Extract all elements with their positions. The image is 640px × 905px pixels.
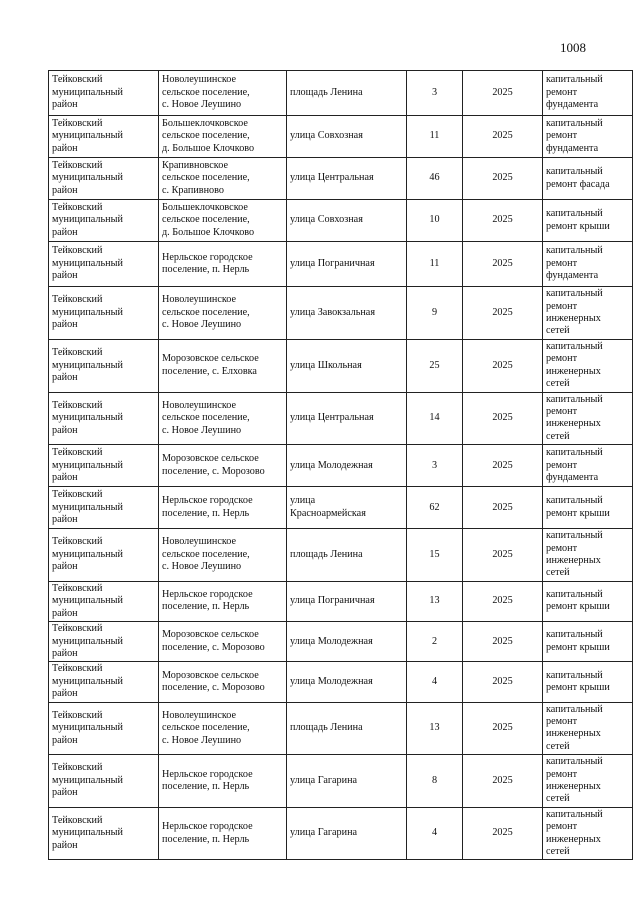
district-cell: Тейковский муниципальный район (49, 116, 159, 158)
settlement-cell: Большеклочковское сельское поселение, д. Большое Клочково (159, 116, 287, 158)
district-cell: Тейковский муниципальный район (49, 487, 159, 529)
work-type-cell: капитальный ремонт инженерных сетей (543, 392, 633, 445)
house-number-cell: 9 (407, 287, 463, 340)
settlement-cell: Новолеушинское сельское поселение, с. Новое Леушино (159, 529, 287, 582)
house-number-cell: 46 (407, 158, 463, 200)
house-number-cell: 8 (407, 755, 463, 808)
work-type-cell: капитальный ремонт инженерных сетей (543, 287, 633, 340)
house-number-cell: 62 (407, 487, 463, 529)
district-cell: Тейковский муниципальный район (49, 807, 159, 860)
year-cell: 2025 (463, 71, 543, 116)
district-cell: Тейковский муниципальный район (49, 755, 159, 808)
work-type-cell: капитальный ремонт крыши (543, 662, 633, 702)
settlement-cell: Новолеушинское сельское поселение, с. Новое Леушино (159, 71, 287, 116)
table-row (49, 662, 633, 702)
work-type-cell: капитальный ремонт фасада (543, 158, 633, 200)
street-cell: улица Совхозная (287, 200, 407, 242)
year-cell: 2025 (463, 529, 543, 582)
work-type-cell: капитальный ремонт инженерных сетей (543, 702, 633, 755)
work-type-cell: капитальный ремонт крыши (543, 200, 633, 242)
district-cell: Тейковский муниципальный район (49, 392, 159, 445)
district-cell: Тейковский муниципальный район (49, 662, 159, 702)
house-number-cell: 15 (407, 529, 463, 582)
settlement-cell: Нерльское городское поселение, п. Нерль (159, 242, 287, 287)
settlement-cell: Новолеушинское сельское поселение, с. Новое Леушино (159, 392, 287, 445)
table-row (49, 529, 633, 582)
table-row (49, 200, 633, 242)
house-number-cell: 14 (407, 392, 463, 445)
table-body (49, 71, 633, 860)
work-type-cell: капитальный ремонт крыши (543, 487, 633, 529)
work-type-cell: капитальный ремонт фундамента (543, 445, 633, 487)
street-cell: улица Молодежная (287, 445, 407, 487)
work-type-cell: капитальный ремонт фундамента (543, 116, 633, 158)
district-cell: Тейковский муниципальный район (49, 242, 159, 287)
street-cell: улица Молодежная (287, 662, 407, 702)
district-cell: Тейковский муниципальный район (49, 71, 159, 116)
year-cell: 2025 (463, 158, 543, 200)
house-number-cell: 13 (407, 581, 463, 621)
settlement-cell: Новолеушинское сельское поселение, с. Новое Леушино (159, 287, 287, 340)
street-cell: улица Центральная (287, 392, 407, 445)
house-number-cell: 11 (407, 116, 463, 158)
house-number-cell: 13 (407, 702, 463, 755)
table-row (49, 622, 633, 662)
settlement-cell: Нерльское городское поселение, п. Нерль (159, 755, 287, 808)
district-cell: Тейковский муниципальный район (49, 445, 159, 487)
work-type-cell: капитальный ремонт фундамента (543, 242, 633, 287)
table-row (49, 755, 633, 808)
year-cell: 2025 (463, 392, 543, 445)
street-cell: улица Совхозная (287, 116, 407, 158)
settlement-cell: Морозовское сельское поселение, с. Морозово (159, 662, 287, 702)
house-number-cell: 3 (407, 445, 463, 487)
street-cell: улица Гагарина (287, 755, 407, 808)
table-row (49, 581, 633, 621)
table-row (49, 287, 633, 340)
street-cell: улица Молодежная (287, 622, 407, 662)
year-cell: 2025 (463, 755, 543, 808)
table-row (49, 702, 633, 755)
year-cell: 2025 (463, 340, 543, 393)
year-cell: 2025 (463, 242, 543, 287)
year-cell: 2025 (463, 487, 543, 529)
table-row (49, 807, 633, 860)
street-cell: улица Школьная (287, 340, 407, 393)
year-cell: 2025 (463, 116, 543, 158)
house-number-cell: 25 (407, 340, 463, 393)
house-number-cell: 3 (407, 71, 463, 116)
table-row (49, 487, 633, 529)
table-row (49, 242, 633, 287)
district-cell: Тейковский муниципальный район (49, 340, 159, 393)
year-cell: 2025 (463, 445, 543, 487)
year-cell: 2025 (463, 622, 543, 662)
street-cell: площадь Ленина (287, 71, 407, 116)
table-row (49, 392, 633, 445)
settlement-cell: Морозовское сельское поселение, с. Елховка (159, 340, 287, 393)
street-cell: площадь Ленина (287, 529, 407, 582)
work-type-cell: капитальный ремонт крыши (543, 622, 633, 662)
house-number-cell: 10 (407, 200, 463, 242)
work-type-cell: капитальный ремонт инженерных сетей (543, 807, 633, 860)
year-cell: 2025 (463, 662, 543, 702)
year-cell: 2025 (463, 287, 543, 340)
street-cell: улица Гагарина (287, 807, 407, 860)
district-cell: Тейковский муниципальный район (49, 200, 159, 242)
work-type-cell: капитальный ремонт инженерных сетей (543, 755, 633, 808)
work-type-cell: капитальный ремонт инженерных сетей (543, 529, 633, 582)
street-cell: улица Пограничная (287, 581, 407, 621)
page-number: 1008 (560, 40, 586, 55)
settlement-cell: Морозовское сельское поселение, с. Морозово (159, 445, 287, 487)
table-row (49, 71, 633, 116)
year-cell: 2025 (463, 200, 543, 242)
district-cell: Тейковский муниципальный район (49, 158, 159, 200)
table-row (49, 340, 633, 393)
year-cell: 2025 (463, 581, 543, 621)
settlement-cell: Новолеушинское сельское поселение, с. Новое Леушино (159, 702, 287, 755)
settlement-cell: Крапивновское сельское поселение, с. Крапивново (159, 158, 287, 200)
street-cell: улица Центральная (287, 158, 407, 200)
district-cell: Тейковский муниципальный район (49, 581, 159, 621)
year-cell: 2025 (463, 702, 543, 755)
table-row (49, 116, 633, 158)
settlement-cell: Нерльское городское поселение, п. Нерль (159, 807, 287, 860)
year-cell: 2025 (463, 807, 543, 860)
table-row (49, 445, 633, 487)
settlement-cell: Нерльское городское поселение, п. Нерль (159, 581, 287, 621)
repair-schedule-table (48, 70, 633, 860)
street-cell: улица Пограничная (287, 242, 407, 287)
house-number-cell: 4 (407, 662, 463, 702)
settlement-cell: Большеклочковское сельское поселение, д. Большое Клочково (159, 200, 287, 242)
street-cell: площадь Ленина (287, 702, 407, 755)
house-number-cell: 4 (407, 807, 463, 860)
street-cell: улица Завокзальная (287, 287, 407, 340)
house-number-cell: 11 (407, 242, 463, 287)
work-type-cell: капитальный ремонт фундамента (543, 71, 633, 116)
table-row (49, 158, 633, 200)
work-type-cell: капитальный ремонт инженерных сетей (543, 340, 633, 393)
district-cell: Тейковский муниципальный район (49, 529, 159, 582)
house-number-cell: 2 (407, 622, 463, 662)
settlement-cell: Нерльское городское поселение, п. Нерль (159, 487, 287, 529)
district-cell: Тейковский муниципальный район (49, 287, 159, 340)
district-cell: Тейковский муниципальный район (49, 702, 159, 755)
street-cell: улица Красноармейская (287, 487, 407, 529)
work-type-cell: капитальный ремонт крыши (543, 581, 633, 621)
district-cell: Тейковский муниципальный район (49, 622, 159, 662)
settlement-cell: Морозовское сельское поселение, с. Морозово (159, 622, 287, 662)
